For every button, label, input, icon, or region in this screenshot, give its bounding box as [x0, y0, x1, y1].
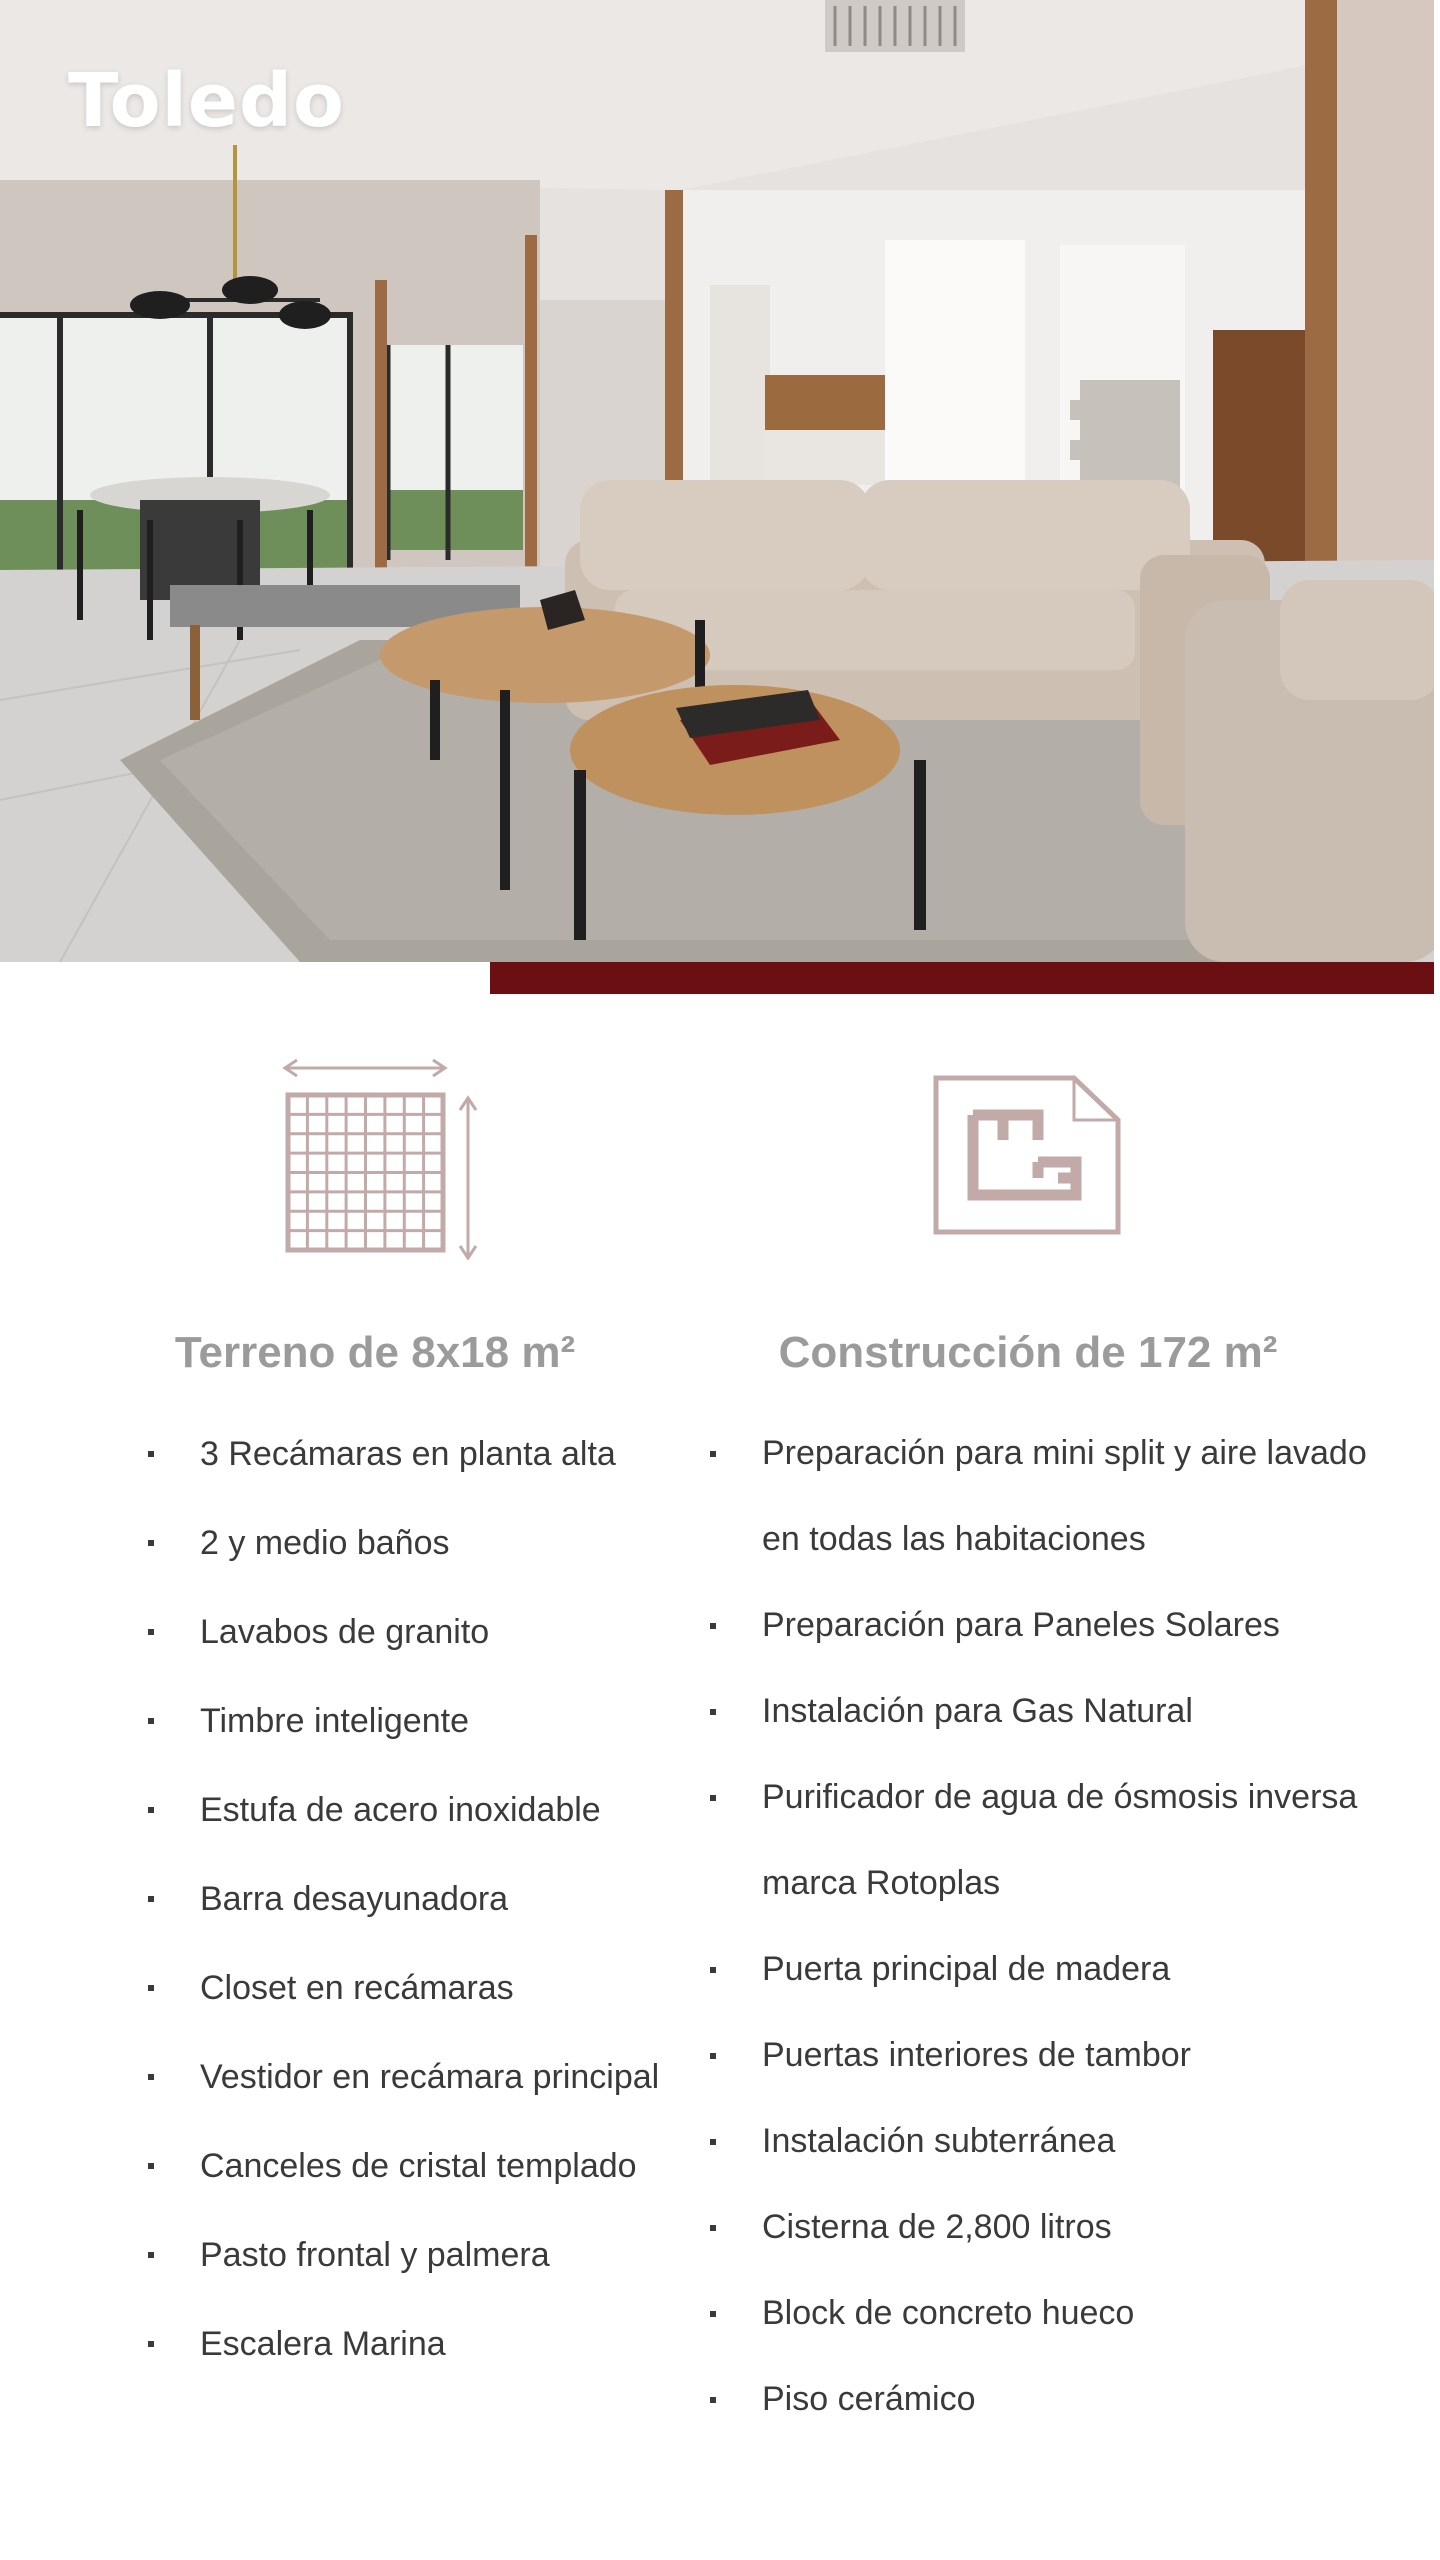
list-item: Instalación para Gas Natural	[710, 1668, 1370, 1754]
list-item: Barra desayunadora	[148, 1855, 688, 1944]
list-item: 2 y medio baños	[148, 1499, 688, 1588]
floor-plan-icon	[928, 1070, 1128, 1240]
lot-area-grid-icon	[265, 1050, 485, 1260]
list-item: Puertas interiores de tambor	[710, 2012, 1370, 2098]
list-item: Cisterna de 2,800 litros	[710, 2184, 1370, 2270]
list-item: Escalera Marina	[148, 2300, 688, 2389]
list-item: Block de concreto hueco	[710, 2270, 1370, 2356]
list-item: Timbre inteligente	[148, 1677, 688, 1766]
feature-construction	[728, 1040, 1328, 1378]
feature-lot-size	[75, 1040, 675, 1378]
lot-size-label: Terreno de 8x18 m²	[174, 1328, 576, 1377]
list-item: Piso cerámico	[710, 2356, 1370, 2442]
list-item: Estufa de acero inoxidable	[148, 1766, 688, 1855]
list-item: Vestidor en recámara principal	[148, 2033, 688, 2122]
list-item: Closet en recámaras	[148, 1944, 688, 2033]
list-item: Preparación para mini split y aire lavado en todas las habitaciones	[710, 1410, 1370, 1582]
list-item: Instalación subterránea	[710, 2098, 1370, 2184]
list-item: Pasto frontal y palmera	[148, 2211, 688, 2300]
list-item: Purificador de agua de ósmosis inversa marca Rotoplas	[710, 1754, 1370, 1926]
list-item: 3 Recámaras en planta alta	[148, 1410, 688, 1499]
living-room-illustration	[0, 0, 1434, 962]
list-item: Puerta principal de madera	[710, 1926, 1370, 2012]
list-item: Preparación para Paneles Solares	[710, 1582, 1370, 1668]
amenities-list-right	[710, 1410, 1370, 2442]
hero-photo	[0, 0, 1434, 962]
amenities-list-left	[148, 1410, 688, 2389]
list-item: Canceles de cristal templado	[148, 2122, 688, 2211]
accent-bar	[490, 962, 1434, 994]
page-title: Toledo	[68, 58, 345, 144]
list-item: Lavabos de granito	[148, 1588, 688, 1677]
construction-label: Construcción de 172 m²	[778, 1328, 1278, 1377]
